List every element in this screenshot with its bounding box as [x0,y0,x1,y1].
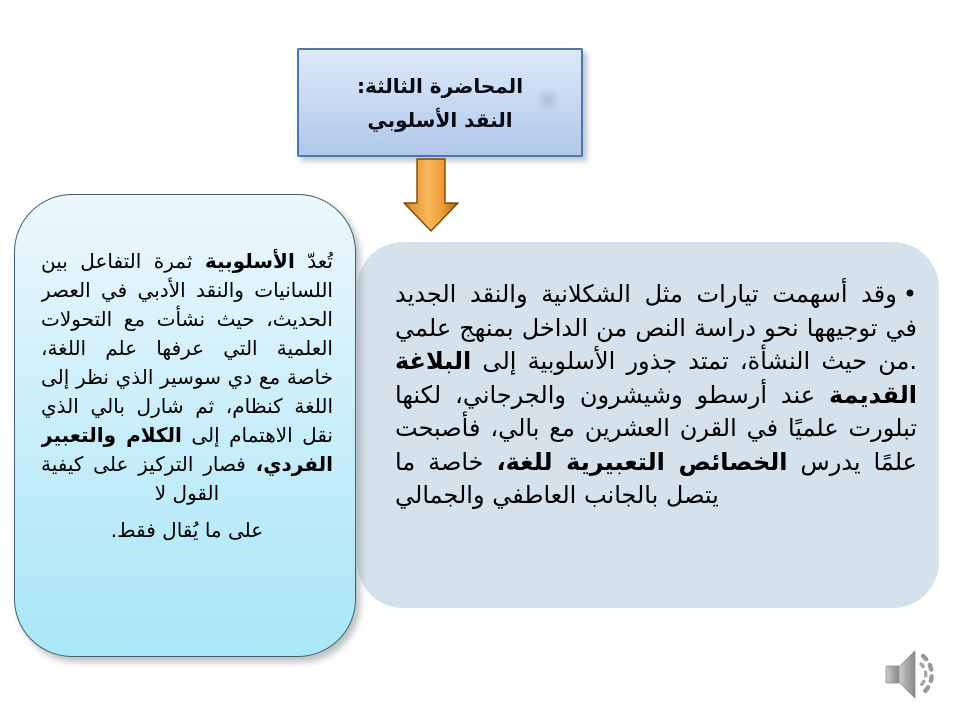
callout-text [41,247,333,636]
bullet-marker: • [902,280,917,308]
callout-paragraph-1: تُعدّ الأسلوبية ثمرة التفاعل بين اللسانيات والنقد الأدبي في العصر الحديث، حيث نشأت مع التحولات العلمية التي عرفها علم اللغة، خاصة مع دي سوسير الذي نظر إلى اللغة كنظام، ثم شارل بالي الذي نقل الاهتمام إلى الكلام والتعبير الفردي، فصار التركيز على كيفية القول لا [41,249,333,505]
lecture-title-box [297,48,583,157]
side-callout-bubble [14,194,356,657]
callout-paragraph-2: على ما يُقال فقط. [110,518,264,542]
decorative-dot [535,88,561,112]
title-line-1: المحاضرة الثالثة: [356,73,524,98]
sound-waves-inner [921,664,926,685]
main-paragraph-text: وقد أسهمت تيارات مثل الشكلانية والنقد الجديد في توجيهها نحو دراسة النص من الداخل بمنهج علمي .من حيث النشأة، تمتد جذور الأسلوبية إلى البلاغة القديمة عند أرسطو وشيشرون والجرجاني، لكنها تبلورت علميًا في القرن العشرين مع بالي، فأصبحت علمًا يدرس الخصائص التعبيرية للغة، خاصة ما يتصل بالجانب العاطفي والجمالي [395,280,917,509]
speaker-icon[interactable] [874,642,940,706]
main-paragraph [395,278,917,598]
title-line-2: النقد الأسلوبي [367,107,513,132]
main-content-box [357,242,939,608]
down-arrow-icon [402,157,460,234]
speaker-cone [899,651,915,698]
speaker-driver [886,666,899,683]
